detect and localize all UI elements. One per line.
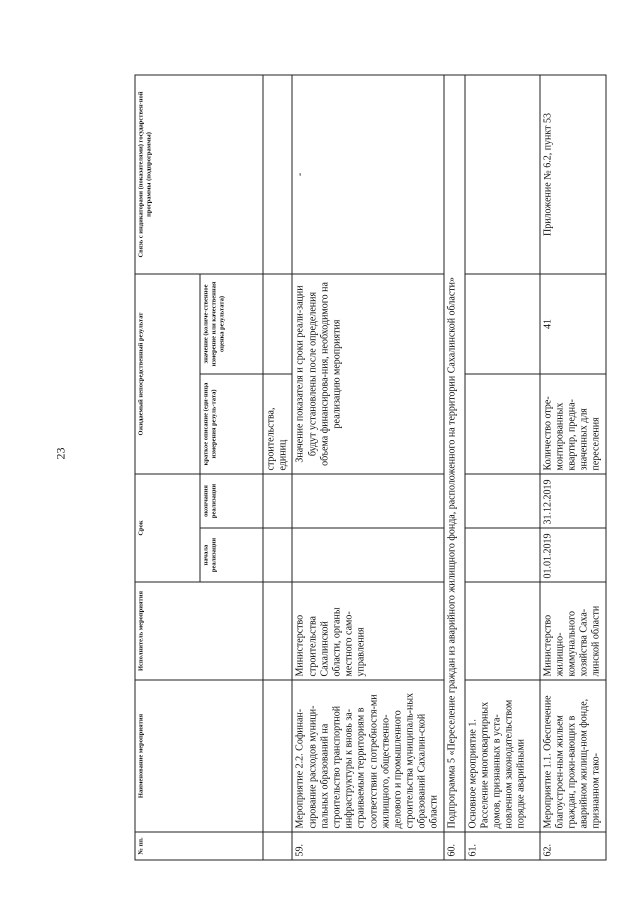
row61-name: Основное мероприятие 1. Расселение многоквартирных домов, признанных в уста-новленном законодательством порядке аварийными xyxy=(464,680,539,832)
table-row-60 xyxy=(443,75,464,860)
row62-start: 01.01.2019 xyxy=(539,528,605,582)
table-row-62 xyxy=(539,75,605,860)
measures-table-sheet xyxy=(134,76,602,861)
table-row-59 xyxy=(292,75,443,860)
table-row-61 xyxy=(464,75,539,860)
row62-link: Приложение № 6.2, пункт 53 xyxy=(539,75,605,274)
row58-result-desc: строительства, единиц xyxy=(263,374,292,474)
row62-name: Мероприятие 1.1. Обеспечение благоустроен-ным жильем граждан, прожи-вающих в аварийном жилищ-ном фонде, признанном тако- xyxy=(539,680,605,832)
header-result-desc: краткое описание (еди-ница измерения резуль-тата) xyxy=(200,374,263,474)
table-row-58-continued xyxy=(263,75,292,860)
header-link: Связь с индикаторами (показателями) государствен-ной программы (подпрограммы) xyxy=(135,75,263,274)
row60-subprogram: Подпрограмма 5 «Переселение граждан из аварийного жилищного фонда, расположенного на территории Сахалинской области» xyxy=(443,75,464,832)
header-row-1 xyxy=(135,75,200,860)
row59-num: 59. xyxy=(292,832,443,860)
page-number: 23 xyxy=(53,447,68,460)
header-num: № пп. xyxy=(135,832,263,860)
row62-result-value: 41 xyxy=(539,274,605,374)
header-term-start: начала реализации xyxy=(200,528,263,582)
header-term: Срок xyxy=(135,474,200,582)
header-term-end: окончания реализации xyxy=(200,474,263,528)
header-result-value: значение (количе-ственное измерение или качественная оценка результата) xyxy=(200,274,263,374)
header-result: Ожидаемый непосредственный результат xyxy=(135,274,200,474)
header-executor: Исполнитель мероприятия xyxy=(135,582,263,680)
row59-name: Мероприятие 2.2. Софинан-сирование расходов муници-пальных образований на строительство транспортной инфраструктуры к вновь за-страиваемым территориям в соответствии с потребностя-ми жилищного, общественно-делового и промышленного строительства муниципаль-ных образований Сахалин-ской области xyxy=(292,680,443,832)
header-name: Наименование мероприятия xyxy=(135,680,263,832)
row59-result: Значение показателя и сроки реали-зации будут установлены после определения объема финансирова-ния, необходимого на реализацию мероприятия xyxy=(292,274,443,474)
row62-num: 62. xyxy=(539,832,605,860)
row61-num: 61. xyxy=(464,832,539,860)
measures-table xyxy=(134,75,606,861)
row60-num: 60. xyxy=(443,832,464,860)
row62-executor: Министерство жилищно-коммунального хозяйства Саха-линской области xyxy=(539,582,605,680)
row59-link: - xyxy=(292,75,443,274)
row62-result-desc: Количество отре-монтированных квартир, предна-значенных для переселения xyxy=(539,374,605,474)
row62-end: 31.12.2019 xyxy=(539,474,605,528)
row59-executor: Министерство строительства Сахалинской области, органы местного само-управления xyxy=(292,582,443,680)
